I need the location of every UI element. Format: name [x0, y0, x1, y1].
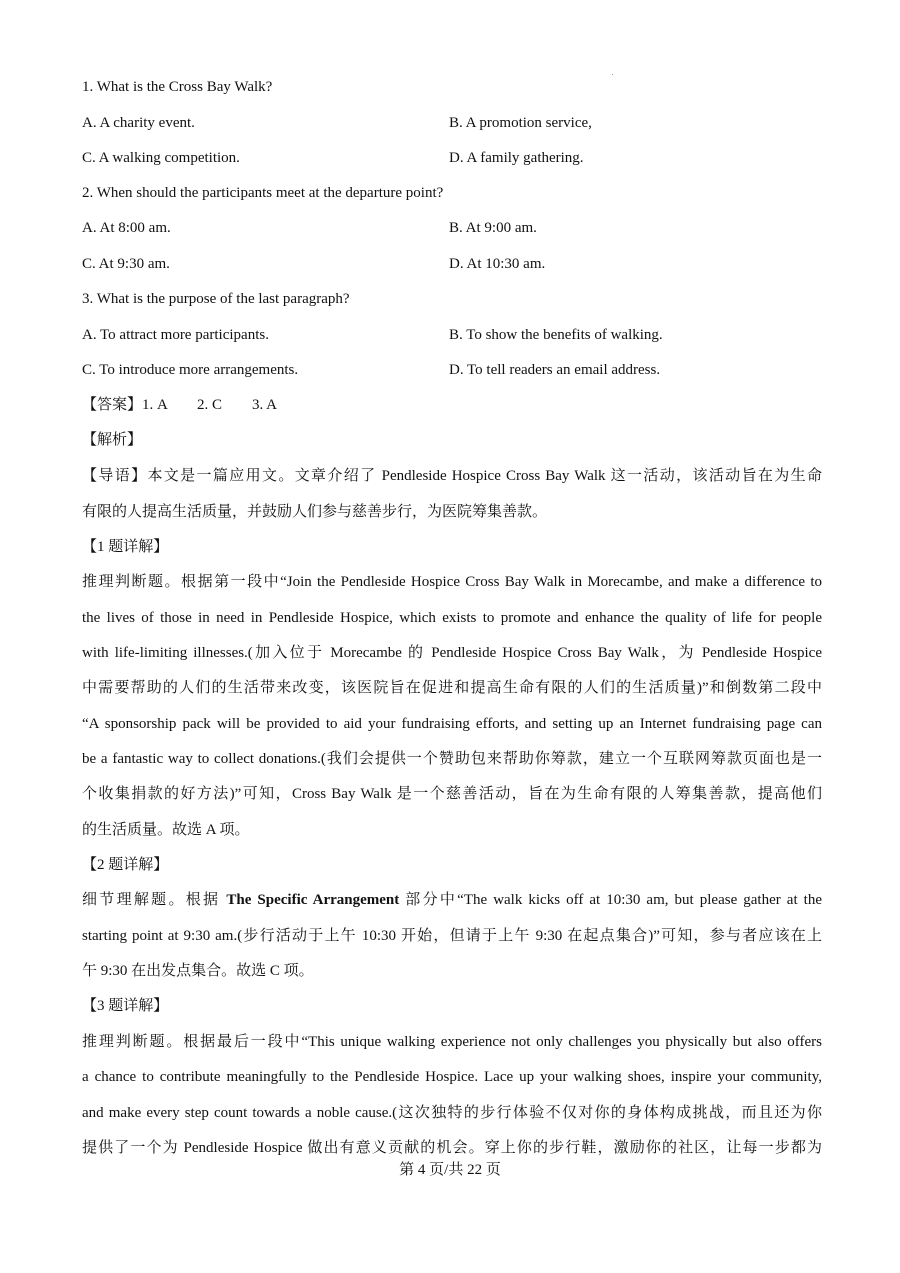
option-2b: B. At 9:00 am.: [449, 220, 537, 236]
q1-line-1: 推理判断题。根据第一段中“Join the Pendleside Hospice Cross Bay Walk in Morecambe, and make a difference to: [82, 574, 822, 590]
q3-line-3: and make every step count towards a noble cause.(这次独特的步行体验不仅对你的身体构成挑战，而且还为你: [82, 1105, 822, 1121]
option-3b: B. To show the benefits of walking.: [449, 327, 663, 343]
question-2-stem: 2. When should the participants meet at the departure point?: [82, 185, 444, 201]
intro-line-1: 【导语】本文是一篇应用文。文章介绍了 Pendleside Hospice Cross Bay Walk 这一活动，该活动旨在为生命: [82, 468, 822, 484]
q1-line-7: 个收集捐款的好方法)”可知，Cross Bay Walk 是一个慈善活动，旨在为生命有限的人筹集善款，提高他们: [82, 786, 822, 802]
q1-line-5: “A sponsorship pack will be provided to aid your fundraising efforts, and setting up an Internet fundraising page can: [82, 716, 822, 732]
analysis-label: 【解析】: [82, 432, 143, 448]
scan-speck: [612, 74, 613, 75]
option-2c: C. At 9:30 am.: [82, 256, 170, 272]
intro-line-2: 有限的人提高生活质量，并鼓励人们参与慈善步行，为医院筹集善款。: [82, 504, 548, 520]
question-2-options-row-2: [82, 254, 822, 274]
q2-line-1: [82, 890, 822, 910]
q3-line-4: 提供了一个为 Pendleside Hospice 做出有意义贡献的机会。穿上你的步行鞋，激励你的社区，让每一步都为: [82, 1140, 822, 1156]
option-3c: C. To introduce more arrangements.: [82, 362, 299, 378]
option-1b: B. A promotion service,: [449, 115, 592, 131]
q2-line-2: starting point at 9:30 am.(步行活动于上午 10:30 开始，但请于上午 9:30 在起点集合)”可知，参与者应该在上: [82, 928, 822, 944]
question-3-options-row-2: [82, 360, 822, 380]
option-3d: D. To tell readers an email address.: [449, 362, 661, 378]
option-2d: D. At 10:30 am.: [449, 256, 546, 272]
page-footer: 第 4 页/共 22 页: [399, 1162, 501, 1178]
q1-line-6: be a fantastic way to collect donations.(我们会提供一个赞助包来帮助你筹款，建立一个互联网筹款页面也是一: [82, 751, 822, 767]
question-1-stem: 1. What is the Cross Bay Walk?: [82, 79, 273, 95]
q1-explanation-title: 【1 题详解】: [82, 539, 169, 555]
q3-line-1: 推理判断题。根据最后一段中“This unique walking experience not only challenges you physically but also offers: [82, 1034, 822, 1050]
q1-line-4: 中需要帮助的人们的生活带来改变，该医院旨在促进和提高生命有限的人们的生活质量)”和倒数第二段中: [82, 680, 822, 696]
question-2-options-row-1: [82, 218, 822, 238]
question-3-options-row-1: [82, 325, 822, 345]
q2-line-1-post: 部分中“The walk kicks off at 10:30 am, but please gather at the: [399, 892, 822, 908]
option-1c: C. A walking competition.: [82, 150, 240, 166]
answer-key: 【答案】1. A 2. C 3. A: [82, 397, 278, 413]
question-1-options-row-2: [82, 148, 822, 168]
q2-line-3: 午 9:30 在出发点集合。故选 C 项。: [82, 963, 314, 979]
option-1a: A. A charity event.: [82, 115, 195, 131]
section-reference: The Specific Arrangement: [226, 892, 400, 908]
option-3a: A. To attract more participants.: [82, 327, 269, 343]
q1-line-2: the lives of those in need in Pendleside Hospice, which exists to promote and enhance the quality of life for people: [82, 610, 822, 626]
option-2a: A. At 8:00 am.: [82, 220, 171, 236]
q2-line-1-pre: 细节理解题。根据: [82, 892, 227, 908]
option-1d: D. A family gathering.: [449, 150, 584, 166]
q2-explanation-title: 【2 题详解】: [82, 857, 169, 873]
q3-explanation-title: 【3 题详解】: [82, 998, 169, 1014]
q1-line-3: with life-limiting illnesses.(加入位于 Morecambe 的 Pendleside Hospice Cross Bay Walk，为 Pendleside Hospice: [82, 645, 822, 661]
q1-line-8: 的生活质量。故选 A 项。: [82, 822, 250, 838]
q3-line-2: a chance to contribute meaningfully to the Pendleside Hospice. Lace up your walking shoes, inspire your community,: [82, 1069, 822, 1085]
question-3-stem: 3. What is the purpose of the last paragraph?: [82, 291, 350, 307]
question-1-options-row-1: [82, 113, 822, 133]
